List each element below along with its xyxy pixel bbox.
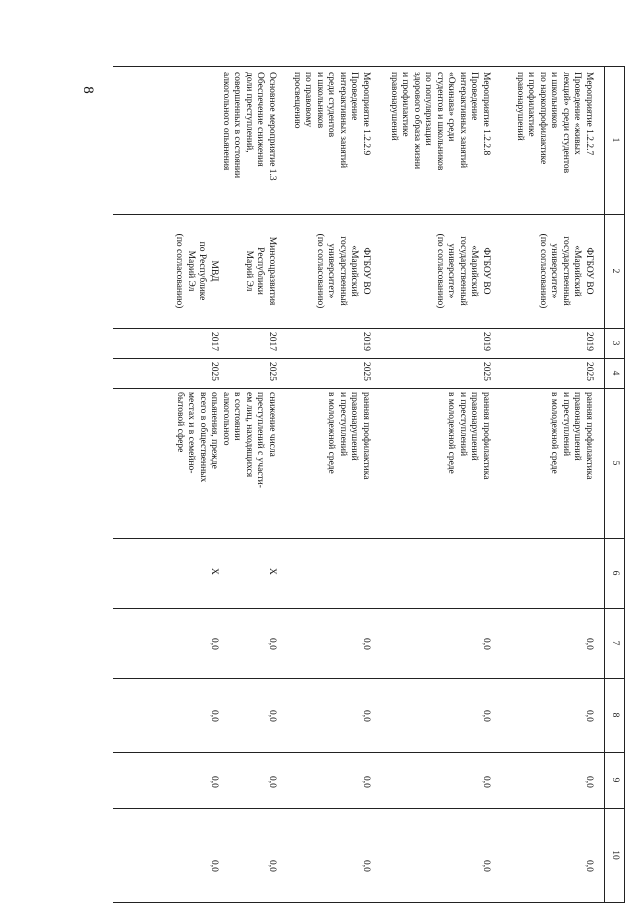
table-cell-value: 0,0 bbox=[584, 860, 594, 872]
table-cell-start-year: 2019 bbox=[481, 332, 491, 351]
table-cell-value: 0,0 bbox=[361, 638, 371, 650]
header-col-10: 10 bbox=[610, 850, 620, 860]
table-cell-activity: Мероприятие 1.2.2.7 Проведение «живых лекций» среди студентов и школьников по наркопрофилактике и профилактике правонарушений bbox=[515, 72, 594, 174]
table-cell-value: 0,0 bbox=[481, 860, 491, 872]
table-cell-executor: ФГБОУ ВО «Марийский государственный университет» (по согласованию) bbox=[315, 233, 371, 309]
table-cell-value: 0,0 bbox=[267, 776, 277, 788]
column-divider bbox=[113, 388, 625, 389]
table-cell-value: 0,0 bbox=[361, 776, 371, 788]
column-divider bbox=[113, 808, 625, 809]
column-divider bbox=[113, 752, 625, 753]
header-col-4: 4 bbox=[610, 370, 620, 376]
table-cell-activity: Основное мероприятие 1.3 Обеспечение снижения доли преступлений, совершенных в состоянии алкогольного опьянения bbox=[221, 72, 277, 181]
rotated-table bbox=[113, 66, 625, 903]
column-divider bbox=[113, 608, 625, 609]
table-cell-value: 0,0 bbox=[361, 710, 371, 722]
table-cell-activity: Мероприятие 1.2.2.8 Проведение интерактивных занятий «Окинава» среди студентов и школьников по популяризации здорового образа жизни и профилактике правонарушений bbox=[389, 72, 491, 171]
table-cell-end-year: 2025 bbox=[481, 362, 491, 381]
table-cell-value: 0,0 bbox=[481, 638, 491, 650]
column-divider bbox=[113, 214, 625, 215]
table-cell-end-year: 2025 bbox=[584, 362, 594, 381]
table-cell-value: 0,0 bbox=[584, 710, 594, 722]
header-col-3: 3 bbox=[610, 340, 620, 346]
table-cell-value: 0,0 bbox=[361, 860, 371, 872]
column-divider bbox=[113, 902, 625, 903]
table-cell-value: 0,0 bbox=[209, 710, 219, 722]
column-divider bbox=[113, 328, 625, 329]
page-number: 8 bbox=[80, 86, 96, 94]
header-col-1: 1 bbox=[610, 137, 620, 143]
table-cell-value: 0,0 bbox=[267, 860, 277, 872]
table-cell-result: ранняя профилактика правонарушений и преступлений в молодежной среде bbox=[446, 392, 491, 480]
table-cell-executor: Минсоцразвития Республики Марий Эл bbox=[244, 236, 277, 306]
table-cell-value: 0,0 bbox=[584, 776, 594, 788]
table-cell-start-year: 2019 bbox=[361, 332, 371, 351]
column-divider bbox=[113, 358, 625, 359]
table-cell-value: 0,0 bbox=[584, 638, 594, 650]
table-cell-value: 0,0 bbox=[267, 710, 277, 722]
table-cell-value: 0,0 bbox=[209, 638, 219, 650]
table-cell-activity: Мероприятие 1.2.2.9 Проведение интерактивных занятий среди студентов и школьников по правовому просвещению bbox=[292, 72, 371, 169]
header-col-5: 5 bbox=[610, 460, 620, 466]
table-cell-executor: МВД по Республике Марий Эл (по согласованию) bbox=[174, 233, 219, 309]
table-cell-start-year: 2019 bbox=[584, 332, 594, 351]
table-cell-end-year: 2025 bbox=[209, 362, 219, 381]
table-cell-start-year: 2017 bbox=[267, 332, 277, 351]
header-col-8: 8 bbox=[610, 712, 620, 718]
table-cell-value: 0,0 bbox=[209, 776, 219, 788]
table-cell-executor: ФГБОУ ВО «Марийский государственный университет» (по согласованию) bbox=[538, 233, 594, 309]
table-cell-end-year: 2025 bbox=[267, 362, 277, 381]
table-cell-link: X bbox=[209, 568, 219, 575]
table-cell-result: ранняя профилактика правонарушений и преступлений в молодежной среде bbox=[326, 392, 371, 480]
table-cell-executor: ФГБОУ ВО «Марийский государственный университет» (по согласованию) bbox=[435, 233, 491, 309]
table-cell-value: 0,0 bbox=[481, 776, 491, 788]
table-cell-link: X bbox=[267, 568, 277, 575]
table-cell-value: 0,0 bbox=[209, 860, 219, 872]
table-cell-result: снижение числа преступлений с участи- ем лиц, находящихся в состоянии алкогольного опьянения, прежде всего в общественных местах и в семейно- бытовой сфере bbox=[175, 392, 277, 488]
header-col-7: 7 bbox=[610, 640, 620, 646]
table-cell-result: ранняя профилактика правонарушений и преступлений в молодежной среде bbox=[549, 392, 594, 480]
column-divider bbox=[113, 678, 625, 679]
column-divider bbox=[113, 66, 625, 67]
header-col-9: 9 bbox=[610, 777, 620, 783]
table-cell-end-year: 2025 bbox=[361, 362, 371, 381]
table-cell-value: 0,0 bbox=[267, 638, 277, 650]
table-cell-value: 0,0 bbox=[481, 710, 491, 722]
header-col-2: 2 bbox=[610, 268, 620, 274]
header-col-6: 6 bbox=[610, 570, 620, 576]
table-cell-start-year: 2017 bbox=[209, 332, 219, 351]
column-divider bbox=[113, 538, 625, 539]
